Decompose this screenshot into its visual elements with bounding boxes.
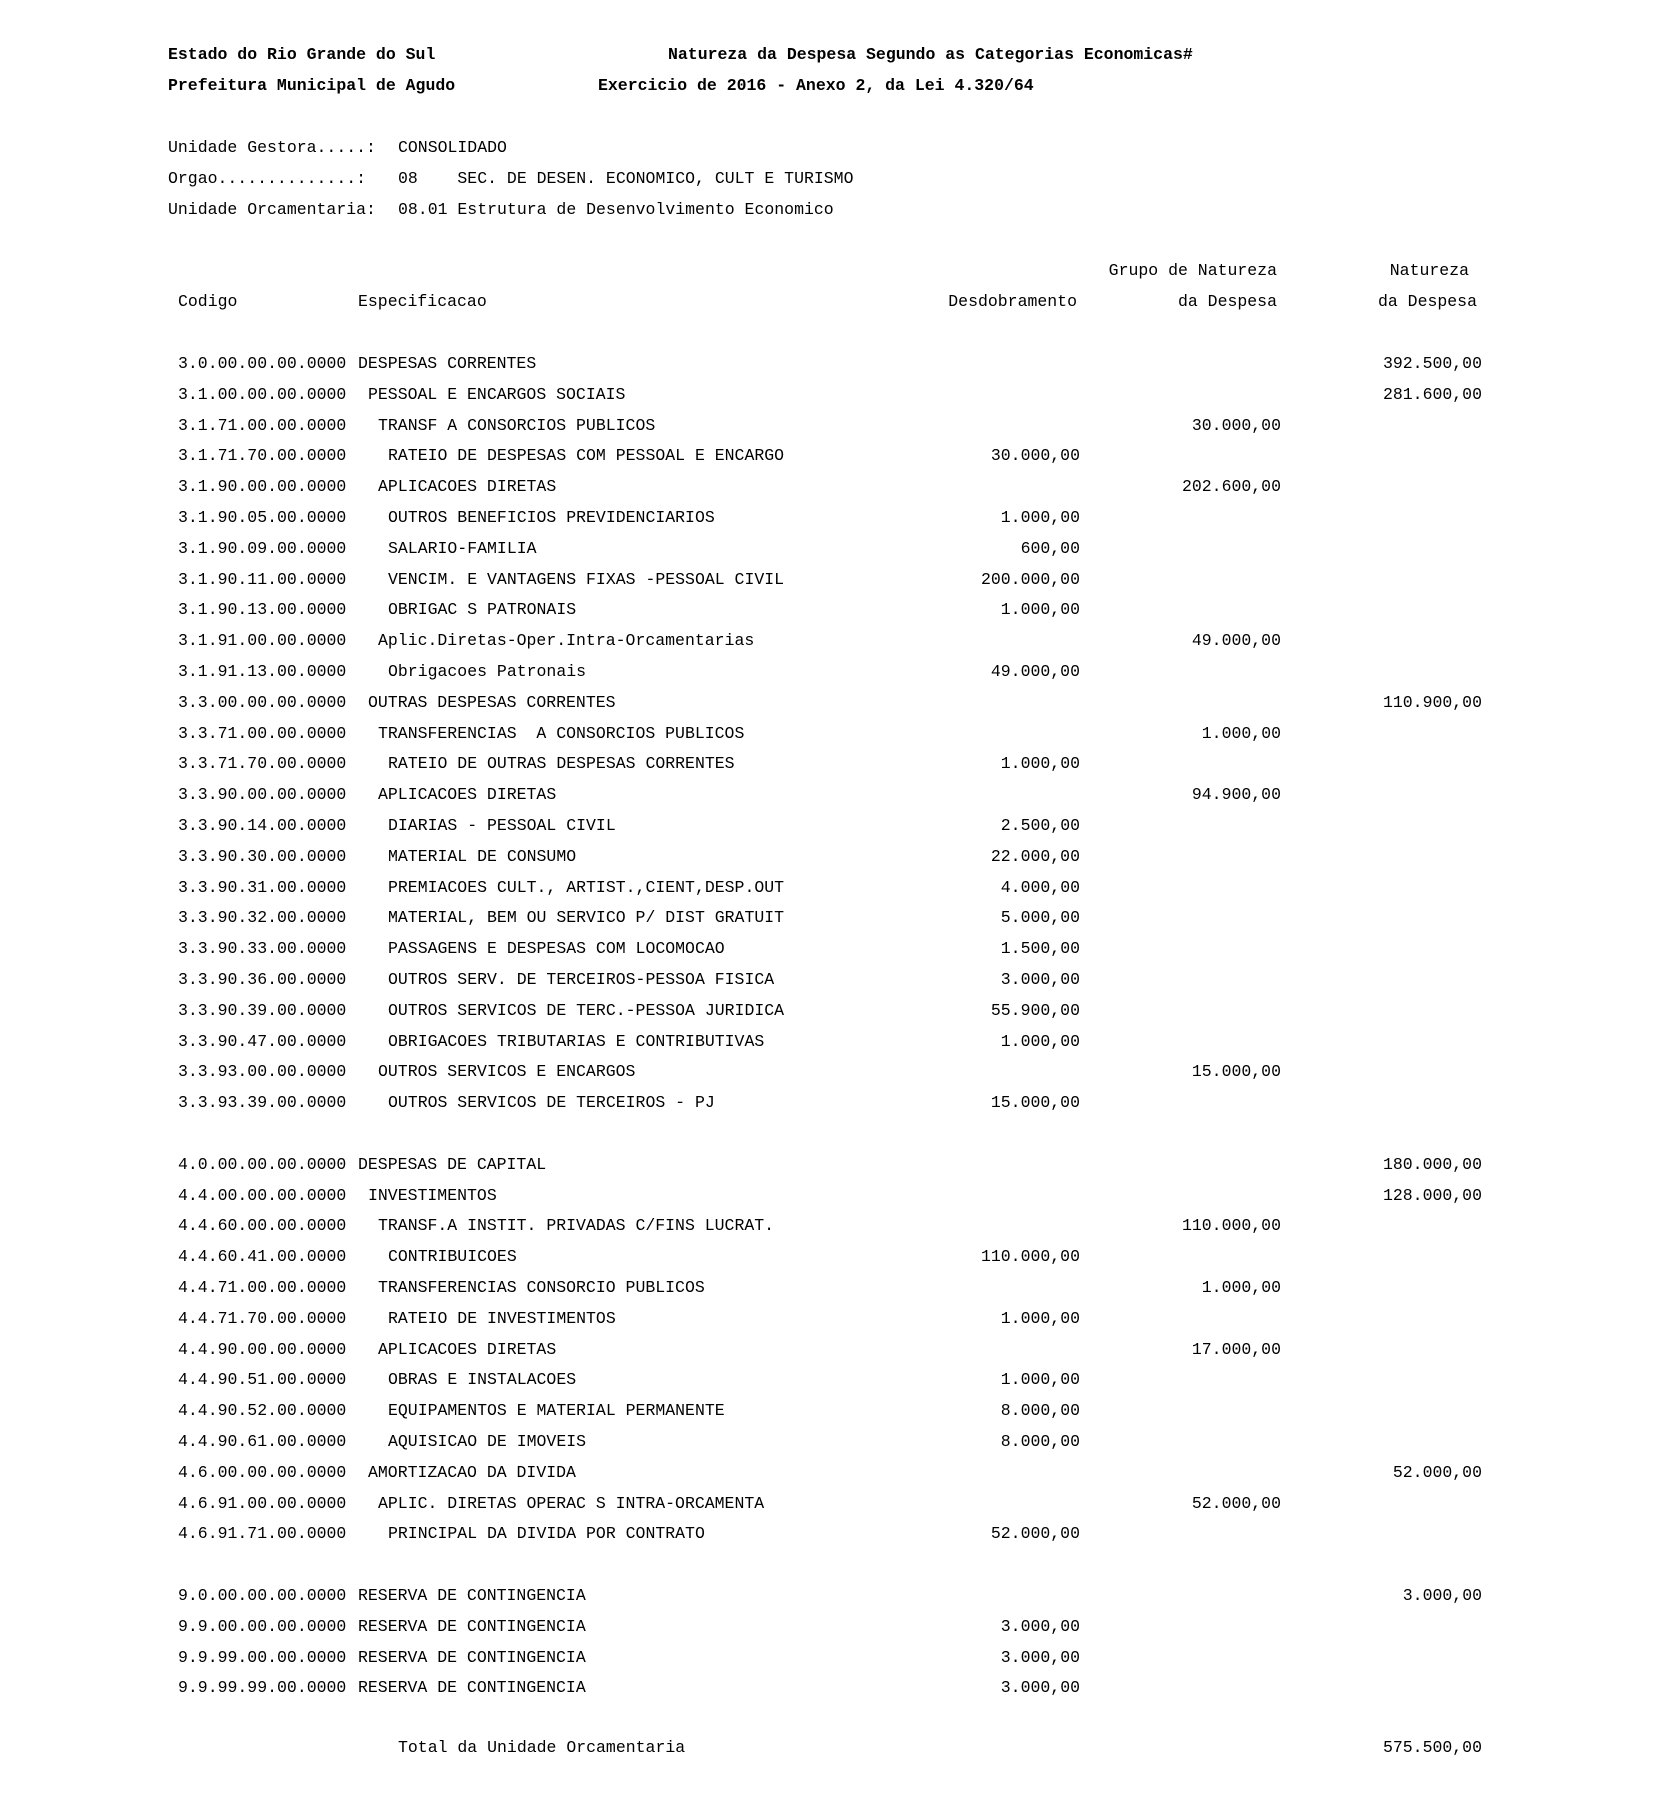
table-row (0, 1432, 1653, 1462)
total-value: 575.500,00 (1382, 1738, 1482, 1757)
row-code: 3.3.93.39.00.0000 (178, 1093, 347, 1113)
row-code: 3.3.90.36.00.0000 (178, 970, 347, 989)
row-code: 4.4.90.51.00.0000 (178, 1370, 347, 1390)
row-specification: OUTROS SERVICOS DE TERCEIROS - PJ (388, 1093, 715, 1113)
row-code: 3.3.90.32.00.0000 (178, 908, 347, 928)
row-code: 3.3.00.00.00.0000 (178, 692, 347, 712)
row-code: 3.3.90.00.00.0000 (178, 785, 347, 805)
unidade-gestora-label: Unidade Gestora.....: (168, 138, 376, 157)
table-row (0, 908, 1653, 938)
table-row (0, 1032, 1653, 1062)
row-code: 3.3.90.33.00.0000 (178, 939, 347, 959)
row-natureza-despesa: 281.600,00 (1382, 384, 1482, 404)
row-code: 4.4.60.00.00.0000 (178, 1216, 347, 1236)
row-code: 3.1.71.00.00.0000 (178, 415, 347, 435)
row-specification: PESSOAL E ENCARGOS SOCIAIS (368, 384, 626, 404)
row-specification: TRANSF.A INSTIT. PRIVADAS C/FINS LUCRAT. (378, 1216, 775, 1236)
report-title: Natureza da Despesa Segundo as Categorias Economicas# (668, 45, 1193, 64)
table-row (0, 385, 1653, 415)
row-specification: OUTROS SERV. DE TERCEIROS-PESSOA FISICA (388, 970, 775, 989)
row-grupo-natureza: 94.900,00 (1191, 785, 1281, 805)
row-specification: APLICACOES DIRETAS (378, 477, 557, 497)
row-code: 4.4.00.00.00.0000 (178, 1185, 347, 1205)
table-row (0, 508, 1653, 538)
row-specification: OUTROS BENEFICIOS PREVIDENCIARIOS (388, 508, 715, 527)
row-specification: RATEIO DE OUTRAS DESPESAS CORRENTES (388, 754, 735, 774)
table-row (0, 724, 1653, 754)
report-subtitle: Exercicio de 2016 - Anexo 2, da Lei 4.320/64 (598, 76, 1034, 95)
table-row (0, 354, 1653, 384)
table-row (0, 878, 1653, 908)
row-code: 3.1.90.09.00.0000 (178, 538, 347, 558)
col-especificacao: Especificacao (358, 292, 487, 311)
row-code: 9.9.00.00.00.0000 (178, 1616, 347, 1636)
row-specification: AQUISICAO DE IMOVEIS (388, 1432, 587, 1451)
row-specification: Obrigacoes Patronais (388, 662, 587, 681)
row-desdobramento: 30.000,00 (990, 446, 1080, 466)
table-row (0, 477, 1653, 507)
table-row (0, 1278, 1653, 1308)
row-desdobramento: 52.000,00 (990, 1524, 1080, 1544)
table-row (0, 1062, 1653, 1092)
table-row (0, 1648, 1653, 1678)
row-grupo-natureza: 52.000,00 (1191, 1493, 1281, 1513)
unidade-orcamentaria-value: 08.01 Estrutura de Desenvolvimento Economico (398, 200, 834, 219)
table-row (0, 816, 1653, 846)
row-desdobramento: 200.000,00 (980, 569, 1080, 589)
row-code: 4.4.90.52.00.0000 (178, 1401, 347, 1421)
row-specification: MATERIAL DE CONSUMO (388, 846, 577, 866)
row-specification: OUTROS SERVICOS E ENCARGOS (378, 1062, 636, 1082)
row-specification: OBRIGACOES TRIBUTARIAS E CONTRIBUTIVAS (388, 1031, 765, 1051)
table-row (0, 847, 1653, 877)
table-row (0, 446, 1653, 476)
row-code: 9.9.99.99.00.0000 (178, 1678, 347, 1698)
table-row (0, 539, 1653, 569)
table-row (0, 1309, 1653, 1339)
state-name: Estado do Rio Grande do Sul (168, 45, 436, 64)
table-row (0, 416, 1653, 446)
table-row (0, 1678, 1653, 1708)
row-code: 3.1.91.00.00.0000 (178, 631, 347, 651)
row-natureza-despesa: 128.000,00 (1382, 1185, 1482, 1205)
table-row (0, 570, 1653, 600)
table-row (0, 970, 1653, 1000)
row-desdobramento: 1.000,00 (1000, 600, 1080, 620)
col-desdobramento: Desdobramento (948, 292, 1077, 311)
row-specification: TRANSFERENCIAS CONSORCIO PUBLICOS (378, 1278, 705, 1297)
table-row (0, 693, 1653, 723)
row-code: 3.3.90.47.00.0000 (178, 1031, 347, 1051)
table-row (0, 1216, 1653, 1246)
row-code: 4.6.00.00.00.0000 (178, 1462, 347, 1482)
row-desdobramento: 3.000,00 (1000, 1616, 1080, 1636)
row-specification: APLICACOES DIRETAS (378, 785, 557, 805)
table-row (0, 1370, 1653, 1400)
row-desdobramento: 8.000,00 (1000, 1401, 1080, 1421)
table-row (0, 785, 1653, 815)
total-label: Total da Unidade Orcamentaria (398, 1738, 686, 1757)
row-specification: PREMIACOES CULT., ARTIST.,CIENT,DESP.OUT (388, 877, 785, 897)
row-specification: APLICACOES DIRETAS (378, 1339, 557, 1359)
row-code: 4.0.00.00.00.0000 (178, 1154, 347, 1174)
row-desdobramento: 1.000,00 (1000, 1031, 1080, 1051)
row-code: 3.3.90.14.00.0000 (178, 816, 347, 835)
row-specification: RATEIO DE DESPESAS COM PESSOAL E ENCARGO (388, 446, 785, 466)
table-row (0, 1494, 1653, 1524)
row-desdobramento: 2.500,00 (1000, 816, 1080, 835)
row-code: 3.1.71.70.00.0000 (178, 446, 347, 466)
col-codigo: Codigo (178, 292, 238, 311)
row-code: 3.1.90.13.00.0000 (178, 600, 347, 620)
row-code: 3.3.90.39.00.0000 (178, 1000, 347, 1020)
table-row (0, 1155, 1653, 1185)
row-specification: RESERVA DE CONTINGENCIA (358, 1616, 586, 1636)
row-specification: CONTRIBUICOES (388, 1247, 517, 1267)
row-desdobramento: 3.000,00 (1000, 970, 1080, 989)
row-desdobramento: 1.000,00 (1000, 1370, 1080, 1390)
row-code: 3.1.90.00.00.0000 (178, 477, 347, 497)
row-code: 9.9.99.00.00.0000 (178, 1647, 347, 1667)
table-row (0, 1247, 1653, 1277)
table-row (0, 1617, 1653, 1647)
row-specification: INVESTIMENTOS (368, 1185, 497, 1205)
row-desdobramento: 1.500,00 (1000, 939, 1080, 959)
row-grupo-natureza: 1.000,00 (1201, 723, 1281, 743)
row-code: 3.1.91.13.00.0000 (178, 662, 347, 681)
col-grupo-line2: da Despesa (1177, 292, 1277, 311)
row-code: 3.0.00.00.00.0000 (178, 354, 347, 373)
row-code: 3.3.90.30.00.0000 (178, 846, 347, 866)
row-desdobramento: 22.000,00 (990, 846, 1080, 866)
table-row (0, 1524, 1653, 1554)
table-row (0, 939, 1653, 969)
table-row (0, 1401, 1653, 1431)
row-code: 3.3.93.00.00.0000 (178, 1062, 347, 1082)
row-grupo-natureza: 15.000,00 (1191, 1062, 1281, 1082)
row-desdobramento: 3.000,00 (1000, 1647, 1080, 1667)
row-natureza-despesa: 392.500,00 (1382, 354, 1482, 373)
row-specification: DESPESAS CORRENTES (358, 354, 537, 373)
row-specification: AMORTIZACAO DA DIVIDA (368, 1462, 576, 1482)
table-row (0, 1186, 1653, 1216)
row-natureza-despesa: 180.000,00 (1382, 1154, 1482, 1174)
row-code: 3.3.71.00.00.0000 (178, 723, 347, 743)
row-code: 3.3.71.70.00.0000 (178, 754, 347, 774)
row-desdobramento: 4.000,00 (1000, 877, 1080, 897)
col-grupo-line1: Grupo de Natureza (1108, 261, 1277, 280)
row-specification: APLIC. DIRETAS OPERAC S INTRA-ORCAMENTA (378, 1493, 765, 1513)
row-code: 3.1.90.05.00.0000 (178, 508, 347, 527)
table-row (0, 1093, 1653, 1123)
row-code: 3.1.00.00.00.0000 (178, 384, 347, 404)
row-natureza-despesa: 52.000,00 (1392, 1462, 1482, 1482)
table-row (0, 662, 1653, 692)
row-desdobramento: 8.000,00 (1000, 1432, 1080, 1451)
row-desdobramento: 1.000,00 (1000, 508, 1080, 527)
row-specification: SALARIO-FAMILIA (388, 538, 537, 558)
row-desdobramento: 3.000,00 (1000, 1678, 1080, 1698)
row-specification: TRANSF A CONSORCIOS PUBLICOS (378, 415, 656, 435)
row-grupo-natureza: 49.000,00 (1191, 631, 1281, 651)
row-natureza-despesa: 3.000,00 (1402, 1586, 1482, 1605)
row-grupo-natureza: 202.600,00 (1181, 477, 1281, 497)
row-code: 4.4.90.00.00.0000 (178, 1339, 347, 1359)
orgao-value: 08 SEC. DE DESEN. ECONOMICO, CULT E TURISMO (398, 169, 854, 188)
row-grupo-natureza: 110.000,00 (1181, 1216, 1281, 1236)
table-row (0, 631, 1653, 661)
unidade-gestora-value: CONSOLIDADO (398, 138, 507, 157)
row-specification: OUTRAS DESPESAS CORRENTES (368, 692, 616, 712)
row-desdobramento: 1.000,00 (1000, 754, 1080, 774)
row-specification: OBRAS E INSTALACOES (388, 1370, 577, 1390)
row-specification: OBRIGAC S PATRONAIS (388, 600, 577, 620)
row-code: 4.4.60.41.00.0000 (178, 1247, 347, 1267)
row-desdobramento: 55.900,00 (990, 1000, 1080, 1020)
row-desdobramento: 15.000,00 (990, 1093, 1080, 1113)
row-code: 4.4.71.00.00.0000 (178, 1278, 347, 1297)
row-specification: VENCIM. E VANTAGENS FIXAS -PESSOAL CIVIL (388, 569, 785, 589)
row-code: 4.4.71.70.00.0000 (178, 1308, 347, 1328)
row-specification: RESERVA DE CONTINGENCIA (358, 1647, 586, 1667)
row-code: 4.6.91.00.00.0000 (178, 1493, 347, 1513)
table-row (0, 1340, 1653, 1370)
row-code: 3.1.90.11.00.0000 (178, 569, 347, 589)
row-desdobramento: 5.000,00 (1000, 908, 1080, 928)
col-natureza-line1: Natureza (1389, 261, 1469, 280)
row-specification: EQUIPAMENTOS E MATERIAL PERMANENTE (388, 1401, 725, 1421)
row-specification: RESERVA DE CONTINGENCIA (358, 1678, 586, 1698)
unidade-orcamentaria-label: Unidade Orcamentaria: (168, 200, 376, 219)
row-specification: TRANSFERENCIAS A CONSORCIOS PUBLICOS (378, 723, 745, 743)
row-specification: DESPESAS DE CAPITAL (358, 1154, 547, 1174)
row-specification: Aplic.Diretas-Oper.Intra-Orcamentarias (378, 631, 755, 651)
row-code: 3.3.90.31.00.0000 (178, 877, 347, 897)
row-specification: PRINCIPAL DA DIVIDA POR CONTRATO (388, 1524, 705, 1544)
table-row (0, 600, 1653, 630)
row-specification: RESERVA DE CONTINGENCIA (358, 1586, 586, 1605)
row-grupo-natureza: 17.000,00 (1191, 1339, 1281, 1359)
table-row (0, 1463, 1653, 1493)
row-desdobramento: 49.000,00 (990, 662, 1080, 681)
row-specification: MATERIAL, BEM OU SERVICO P/ DIST GRATUIT (388, 908, 785, 928)
orgao-label: Orgao..............: (168, 169, 367, 188)
table-row (0, 1001, 1653, 1031)
col-natureza-line2: da Despesa (1377, 292, 1477, 311)
row-grupo-natureza: 30.000,00 (1191, 415, 1281, 435)
row-specification: RATEIO DE INVESTIMENTOS (388, 1308, 616, 1328)
row-specification: OUTROS SERVICOS DE TERC.-PESSOA JURIDICA (388, 1000, 785, 1020)
row-natureza-despesa: 110.900,00 (1382, 692, 1482, 712)
row-specification: PASSAGENS E DESPESAS COM LOCOMOCAO (388, 939, 725, 959)
row-specification: DIARIAS - PESSOAL CIVIL (388, 816, 616, 835)
table-row (0, 1586, 1653, 1616)
row-code: 9.0.00.00.00.0000 (178, 1586, 347, 1605)
table-row (0, 754, 1653, 784)
row-desdobramento: 110.000,00 (980, 1247, 1080, 1267)
row-desdobramento: 1.000,00 (1000, 1308, 1080, 1328)
municipality-name: Prefeitura Municipal de Agudo (168, 76, 456, 95)
row-grupo-natureza: 1.000,00 (1201, 1278, 1281, 1297)
row-code: 4.6.91.71.00.0000 (178, 1524, 347, 1544)
row-desdobramento: 600,00 (1020, 538, 1080, 558)
row-code: 4.4.90.61.00.0000 (178, 1432, 347, 1451)
